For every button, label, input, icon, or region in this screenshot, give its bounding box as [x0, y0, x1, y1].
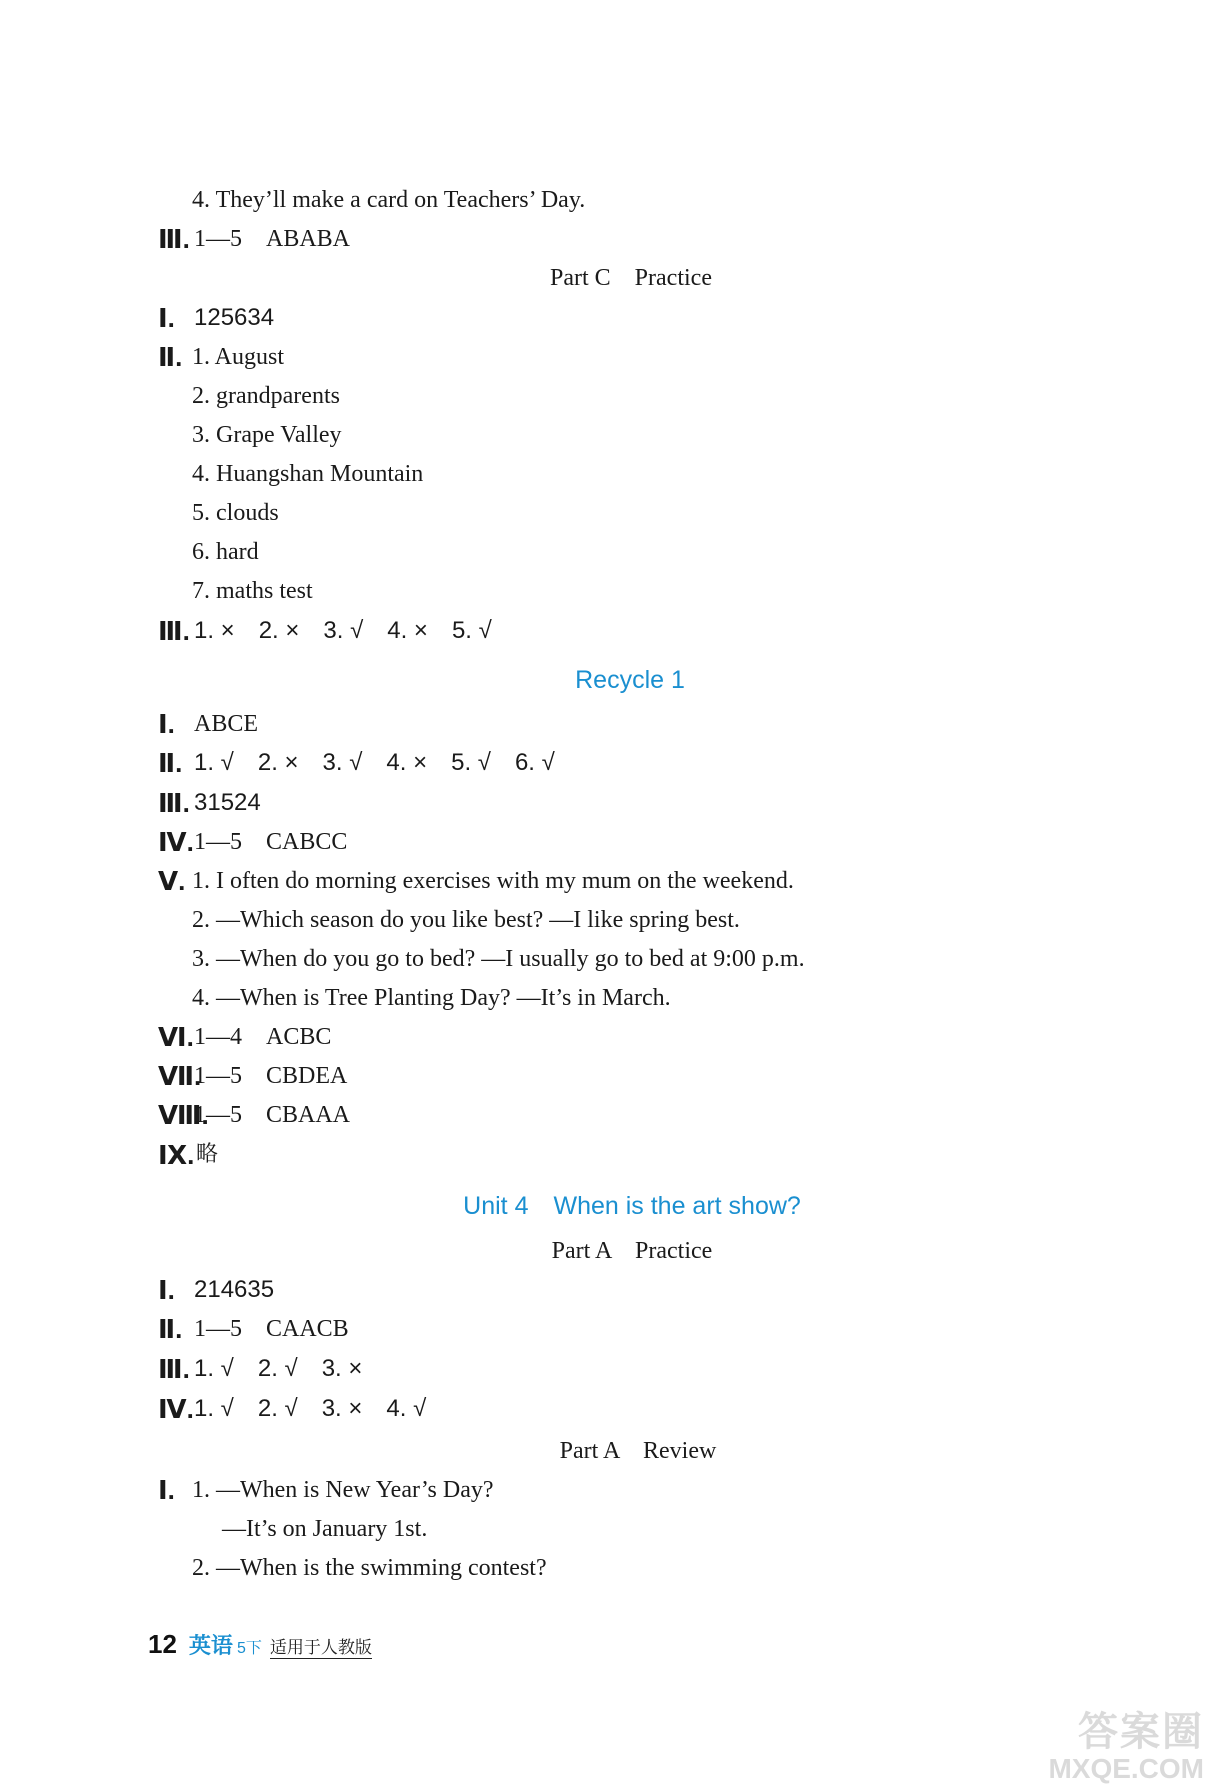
answer-text: 1. × 2. × 3. √ 4. × 5. √ — [194, 617, 492, 644]
answer-text: 31524 — [194, 789, 261, 816]
section-heading-recycle-1: Recycle 1 — [575, 666, 685, 694]
section-numeral: Ⅲ. — [158, 788, 190, 818]
section-numeral: Ⅲ. — [158, 224, 190, 254]
subheading-part-c-practice: Part C Practice — [550, 265, 712, 291]
section-numeral: Ⅰ. — [158, 709, 175, 739]
answer-text: 1—5 CABCC — [194, 829, 348, 855]
subject-label: 英语 — [188, 1634, 233, 1659]
answer-text: 1—4 ACBC — [194, 1024, 332, 1050]
section-numeral: Ⅰ. — [158, 1475, 175, 1505]
subheading-part-a-review: Part A Review — [559, 1438, 717, 1464]
edition-label: 适用于人教版 — [269, 1638, 372, 1658]
section-numeral: Ⅲ. — [158, 616, 190, 646]
section-numeral: Ⅸ. — [158, 1140, 195, 1170]
section-numeral: Ⅰ. — [158, 303, 175, 333]
answer-text: 1—5 CAACB — [194, 1316, 349, 1342]
answer-text: 1. I often do morning exercises with my mum on the weekend. — [192, 868, 794, 894]
answer-text: 1. √ 2. √ 3. × — [194, 1355, 363, 1382]
section-numeral: Ⅲ. — [158, 1354, 190, 1384]
answer-text: —It’s on January 1st. — [222, 1516, 428, 1542]
answer-text: ABCE — [194, 711, 259, 737]
answer-text: 5. clouds — [192, 500, 279, 526]
section-numeral: Ⅵ. — [158, 1022, 194, 1052]
grade-label: 5下 — [236, 1640, 262, 1657]
section-numeral: Ⅱ. — [158, 748, 183, 778]
section-numeral: Ⅶ. — [158, 1061, 202, 1091]
section-numeral: Ⅱ. — [158, 342, 183, 372]
section-numeral: Ⅴ. — [158, 866, 186, 896]
answer-text: 1—5 CBAAA — [194, 1102, 351, 1128]
answer-text: 1. √ 2. × 3. √ 4. × 5. √ 6. √ — [194, 749, 555, 776]
section-numeral: Ⅳ. — [158, 1394, 194, 1424]
section-numeral: Ⅷ. — [158, 1100, 209, 1130]
answer-text: 2. grandparents — [192, 383, 340, 409]
answer-text: 6. hard — [192, 539, 259, 565]
answer-text: 214635 — [194, 1276, 275, 1303]
answer-text: 3. Grape Valley — [192, 422, 342, 448]
answer-text: 1—5 ABABA — [194, 226, 351, 252]
section-numeral: Ⅱ. — [158, 1314, 183, 1344]
answer-text: 7. maths test — [192, 578, 313, 604]
page-footer — [148, 1624, 372, 1664]
subheading-part-a-practice: Part A Practice — [551, 1238, 713, 1264]
watermark-url: MXQE.COM — [1048, 1753, 1204, 1784]
answer-text: 1—5 CBDEA — [194, 1063, 348, 1089]
section-numeral: Ⅰ. — [158, 1275, 175, 1305]
answer-text: 略 — [196, 1142, 219, 1167]
watermark-brand: 答案圈 — [1078, 1710, 1204, 1754]
section-heading-unit-4: Unit 4 When is the art show? — [463, 1192, 801, 1220]
answer-text: 3. —When do you go to bed? —I usually go to bed at 9:00 p.m. — [192, 946, 805, 972]
answer-text: 2. —Which season do you like best? —I like spring best. — [192, 907, 740, 933]
answer-text: 4. They’ll make a card on Teachers’ Day. — [192, 187, 586, 213]
page-number: 12 — [148, 1629, 177, 1659]
answer-text: 4. Huangshan Mountain — [192, 461, 424, 487]
answer-text: 2. —When is the swimming contest? — [192, 1555, 547, 1581]
section-numeral: Ⅳ. — [158, 827, 194, 857]
answer-text: 4. —When is Tree Planting Day? —It’s in March. — [192, 985, 671, 1011]
answer-text: 1. August — [192, 344, 285, 370]
answer-text: 1. —When is New Year’s Day? — [192, 1477, 494, 1503]
watermark — [1048, 1710, 1204, 1784]
answer-text: 125634 — [194, 304, 275, 331]
answer-text: 1. √ 2. √ 3. × 4. √ — [194, 1395, 427, 1422]
